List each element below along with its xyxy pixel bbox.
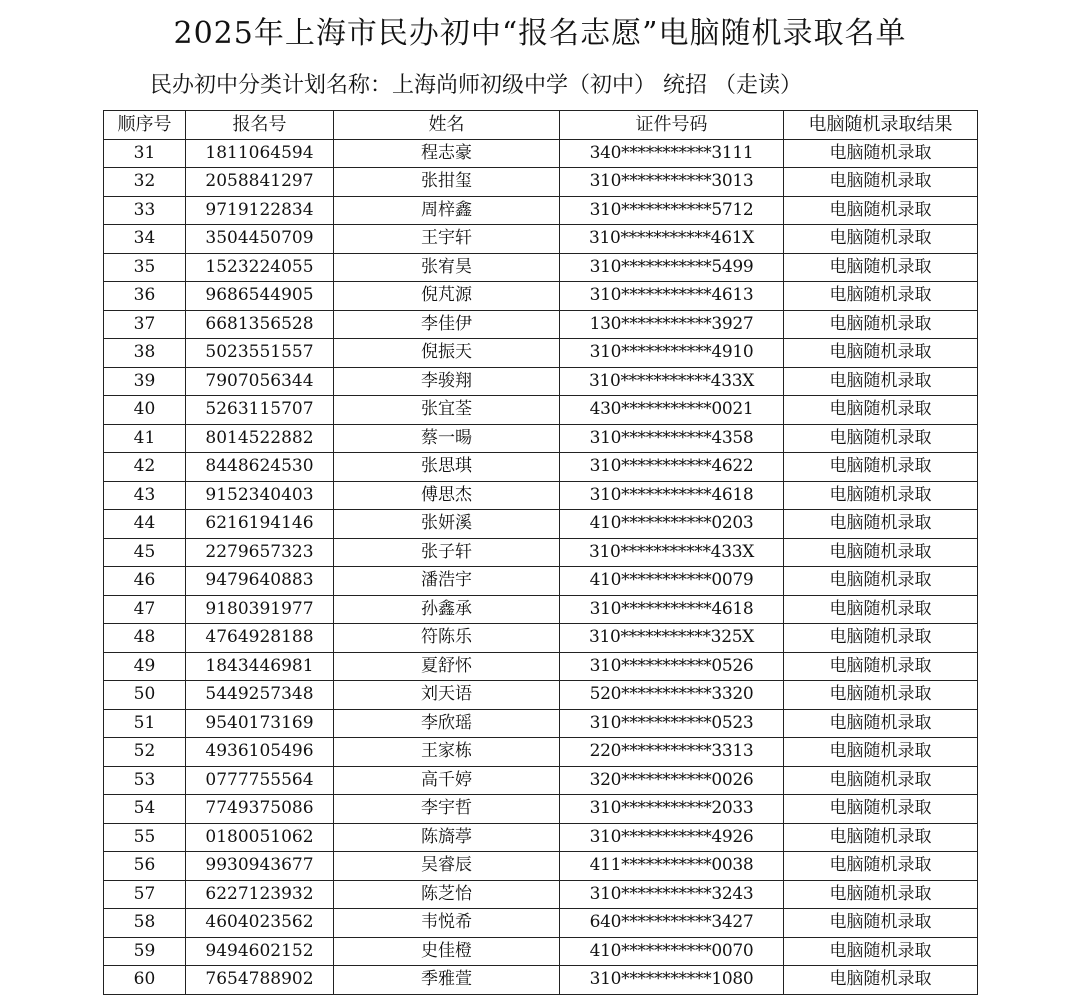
cell-result: 电脑随机录取	[784, 766, 978, 795]
cell-result: 电脑随机录取	[784, 909, 978, 938]
table-row	[104, 310, 978, 339]
cell-registration-no: 7749375086	[186, 795, 334, 824]
cell-name: 李宇哲	[334, 795, 560, 824]
cell-name: 潘浩宇	[334, 567, 560, 596]
table-row	[104, 880, 978, 909]
table-row	[104, 795, 978, 824]
table-header-row	[104, 111, 978, 140]
cell-registration-no: 9180391977	[186, 595, 334, 624]
cell-id-number: 310***********4622	[560, 453, 784, 482]
table-row	[104, 766, 978, 795]
cell-name: 史佳橙	[334, 937, 560, 966]
cell-result: 电脑随机录取	[784, 282, 978, 311]
cell-sequence-no: 57	[104, 880, 186, 909]
table-row	[104, 253, 978, 282]
cell-name: 程志豪	[334, 139, 560, 168]
cell-result: 电脑随机录取	[784, 567, 978, 596]
cell-registration-no: 3504450709	[186, 225, 334, 254]
cell-name: 高千婷	[334, 766, 560, 795]
cell-result: 电脑随机录取	[784, 823, 978, 852]
cell-sequence-no: 44	[104, 510, 186, 539]
cell-id-number: 410***********0203	[560, 510, 784, 539]
cell-registration-no: 5449257348	[186, 681, 334, 710]
cell-registration-no: 9930943677	[186, 852, 334, 881]
table-row	[104, 396, 978, 425]
cell-registration-no: 5263115707	[186, 396, 334, 425]
cell-name: 蔡一暘	[334, 424, 560, 453]
cell-registration-no: 9494602152	[186, 937, 334, 966]
cell-id-number: 410***********0070	[560, 937, 784, 966]
table-row	[104, 196, 978, 225]
cell-id-number: 310***********3243	[560, 880, 784, 909]
header-registration-no: 报名号	[186, 111, 334, 140]
cell-id-number: 310***********433X	[560, 538, 784, 567]
cell-name: 王宇轩	[334, 225, 560, 254]
cell-name: 倪芃源	[334, 282, 560, 311]
cell-registration-no: 9479640883	[186, 567, 334, 596]
cell-sequence-no: 42	[104, 453, 186, 482]
table-row	[104, 481, 978, 510]
cell-name: 孙鑫承	[334, 595, 560, 624]
table-row	[104, 823, 978, 852]
cell-result: 电脑随机录取	[784, 852, 978, 881]
cell-name: 李骏翔	[334, 367, 560, 396]
cell-name: 王家栋	[334, 738, 560, 767]
cell-registration-no: 1523224055	[186, 253, 334, 282]
cell-id-number: 310***********433X	[560, 367, 784, 396]
cell-id-number: 320***********0026	[560, 766, 784, 795]
cell-registration-no: 6681356528	[186, 310, 334, 339]
cell-result: 电脑随机录取	[784, 196, 978, 225]
cell-id-number: 220***********3313	[560, 738, 784, 767]
cell-sequence-no: 51	[104, 709, 186, 738]
cell-result: 电脑随机录取	[784, 624, 978, 653]
cell-sequence-no: 56	[104, 852, 186, 881]
table-row	[104, 567, 978, 596]
cell-registration-no: 8014522882	[186, 424, 334, 453]
cell-sequence-no: 46	[104, 567, 186, 596]
cell-id-number: 310***********0523	[560, 709, 784, 738]
cell-sequence-no: 40	[104, 396, 186, 425]
cell-registration-no: 1811064594	[186, 139, 334, 168]
cell-result: 电脑随机录取	[784, 652, 978, 681]
header-sequence-no: 顺序号	[104, 111, 186, 140]
cell-id-number: 310***********4358	[560, 424, 784, 453]
cell-id-number: 310***********4618	[560, 595, 784, 624]
cell-result: 电脑随机录取	[784, 453, 978, 482]
cell-sequence-no: 41	[104, 424, 186, 453]
cell-name: 张拑玺	[334, 168, 560, 197]
cell-registration-no: 9719122834	[186, 196, 334, 225]
cell-name: 陈旖葶	[334, 823, 560, 852]
table-row	[104, 282, 978, 311]
cell-registration-no: 2058841297	[186, 168, 334, 197]
cell-result: 电脑随机录取	[784, 738, 978, 767]
cell-result: 电脑随机录取	[784, 253, 978, 282]
cell-sequence-no: 60	[104, 966, 186, 995]
table-row	[104, 709, 978, 738]
cell-id-number: 310***********0526	[560, 652, 784, 681]
cell-sequence-no: 39	[104, 367, 186, 396]
cell-name: 周梓鑫	[334, 196, 560, 225]
cell-sequence-no: 55	[104, 823, 186, 852]
cell-sequence-no: 43	[104, 481, 186, 510]
cell-name: 倪振天	[334, 339, 560, 368]
header-result: 电脑随机录取结果	[784, 111, 978, 140]
cell-result: 电脑随机录取	[784, 966, 978, 995]
cell-sequence-no: 36	[104, 282, 186, 311]
cell-result: 电脑随机录取	[784, 795, 978, 824]
cell-sequence-no: 33	[104, 196, 186, 225]
cell-registration-no: 0180051062	[186, 823, 334, 852]
table-row	[104, 538, 978, 567]
cell-result: 电脑随机录取	[784, 937, 978, 966]
cell-name: 张妍溪	[334, 510, 560, 539]
cell-sequence-no: 31	[104, 139, 186, 168]
table-row	[104, 453, 978, 482]
cell-registration-no: 5023551557	[186, 339, 334, 368]
cell-registration-no: 4764928188	[186, 624, 334, 653]
admission-table	[103, 110, 978, 995]
document-title: 2025年上海市民办初中“报名志愿”电脑随机录取名单	[173, 16, 907, 51]
cell-name: 陈芝怡	[334, 880, 560, 909]
cell-sequence-no: 58	[104, 909, 186, 938]
cell-registration-no: 7907056344	[186, 367, 334, 396]
table-row	[104, 225, 978, 254]
cell-name: 韦悦希	[334, 909, 560, 938]
cell-name: 刘天语	[334, 681, 560, 710]
cell-sequence-no: 45	[104, 538, 186, 567]
cell-registration-no: 4604023562	[186, 909, 334, 938]
cell-registration-no: 2279657323	[186, 538, 334, 567]
cell-registration-no: 9540173169	[186, 709, 334, 738]
cell-sequence-no: 52	[104, 738, 186, 767]
cell-name: 李佳伊	[334, 310, 560, 339]
cell-sequence-no: 38	[104, 339, 186, 368]
cell-registration-no: 9152340403	[186, 481, 334, 510]
cell-name: 张宜荃	[334, 396, 560, 425]
cell-registration-no: 4936105496	[186, 738, 334, 767]
table-row	[104, 367, 978, 396]
cell-id-number: 310***********4618	[560, 481, 784, 510]
cell-sequence-no: 35	[104, 253, 186, 282]
cell-result: 电脑随机录取	[784, 367, 978, 396]
table-row	[104, 624, 978, 653]
cell-name: 张思琪	[334, 453, 560, 482]
cell-name: 李欣瑶	[334, 709, 560, 738]
cell-name: 符陈乐	[334, 624, 560, 653]
cell-id-number: 310***********461X	[560, 225, 784, 254]
cell-registration-no: 0777755564	[186, 766, 334, 795]
table-row	[104, 595, 978, 624]
cell-id-number: 640***********3427	[560, 909, 784, 938]
cell-registration-no: 8448624530	[186, 453, 334, 482]
cell-result: 电脑随机录取	[784, 339, 978, 368]
cell-id-number: 411***********0038	[560, 852, 784, 881]
cell-result: 电脑随机录取	[784, 139, 978, 168]
cell-result: 电脑随机录取	[784, 880, 978, 909]
cell-name: 吴睿辰	[334, 852, 560, 881]
cell-name: 傅思杰	[334, 481, 560, 510]
cell-result: 电脑随机录取	[784, 225, 978, 254]
cell-registration-no: 6227123932	[186, 880, 334, 909]
cell-name: 张子轩	[334, 538, 560, 567]
cell-name: 夏舒怀	[334, 652, 560, 681]
cell-result: 电脑随机录取	[784, 538, 978, 567]
cell-sequence-no: 47	[104, 595, 186, 624]
cell-registration-no: 6216194146	[186, 510, 334, 539]
cell-result: 电脑随机录取	[784, 424, 978, 453]
cell-result: 电脑随机录取	[784, 310, 978, 339]
cell-id-number: 310***********4910	[560, 339, 784, 368]
cell-sequence-no: 50	[104, 681, 186, 710]
cell-id-number: 310***********3013	[560, 168, 784, 197]
cell-result: 电脑随机录取	[784, 396, 978, 425]
header-id-number: 证件号码	[560, 111, 784, 140]
cell-registration-no: 1843446981	[186, 652, 334, 681]
cell-registration-no: 7654788902	[186, 966, 334, 995]
cell-id-number: 130***********3927	[560, 310, 784, 339]
cell-id-number: 310***********325X	[560, 624, 784, 653]
cell-result: 电脑随机录取	[784, 481, 978, 510]
table-row	[104, 738, 978, 767]
cell-result: 电脑随机录取	[784, 510, 978, 539]
table-row	[104, 339, 978, 368]
header-name: 姓名	[334, 111, 560, 140]
table-row	[104, 681, 978, 710]
cell-name: 张宥昊	[334, 253, 560, 282]
table-row	[104, 652, 978, 681]
cell-id-number: 430***********0021	[560, 396, 784, 425]
cell-id-number: 340***********3111	[560, 139, 784, 168]
cell-sequence-no: 49	[104, 652, 186, 681]
cell-sequence-no: 59	[104, 937, 186, 966]
cell-sequence-no: 32	[104, 168, 186, 197]
cell-id-number: 310***********4613	[560, 282, 784, 311]
cell-registration-no: 9686544905	[186, 282, 334, 311]
cell-sequence-no: 37	[104, 310, 186, 339]
cell-id-number: 310***********1080	[560, 966, 784, 995]
cell-sequence-no: 34	[104, 225, 186, 254]
cell-result: 电脑随机录取	[784, 709, 978, 738]
cell-sequence-no: 54	[104, 795, 186, 824]
cell-result: 电脑随机录取	[784, 681, 978, 710]
table-body	[104, 139, 978, 994]
cell-result: 电脑随机录取	[784, 168, 978, 197]
cell-id-number: 310***********4926	[560, 823, 784, 852]
cell-id-number: 310***********5499	[560, 253, 784, 282]
table-row	[104, 937, 978, 966]
table-row	[104, 510, 978, 539]
cell-name: 季雅萱	[334, 966, 560, 995]
cell-result: 电脑随机录取	[784, 595, 978, 624]
cell-sequence-no: 48	[104, 624, 186, 653]
table-row	[104, 909, 978, 938]
cell-sequence-no: 53	[104, 766, 186, 795]
cell-id-number: 410***********0079	[560, 567, 784, 596]
document-subtitle: 民办初中分类计划名称：上海尚师初级中学（初中） 统招 （走读）	[150, 73, 802, 98]
table-row	[104, 168, 978, 197]
cell-id-number: 310***********2033	[560, 795, 784, 824]
table-row	[104, 852, 978, 881]
table-row	[104, 966, 978, 995]
cell-id-number: 310***********5712	[560, 196, 784, 225]
cell-id-number: 520***********3320	[560, 681, 784, 710]
table-row	[104, 424, 978, 453]
table-row	[104, 139, 978, 168]
